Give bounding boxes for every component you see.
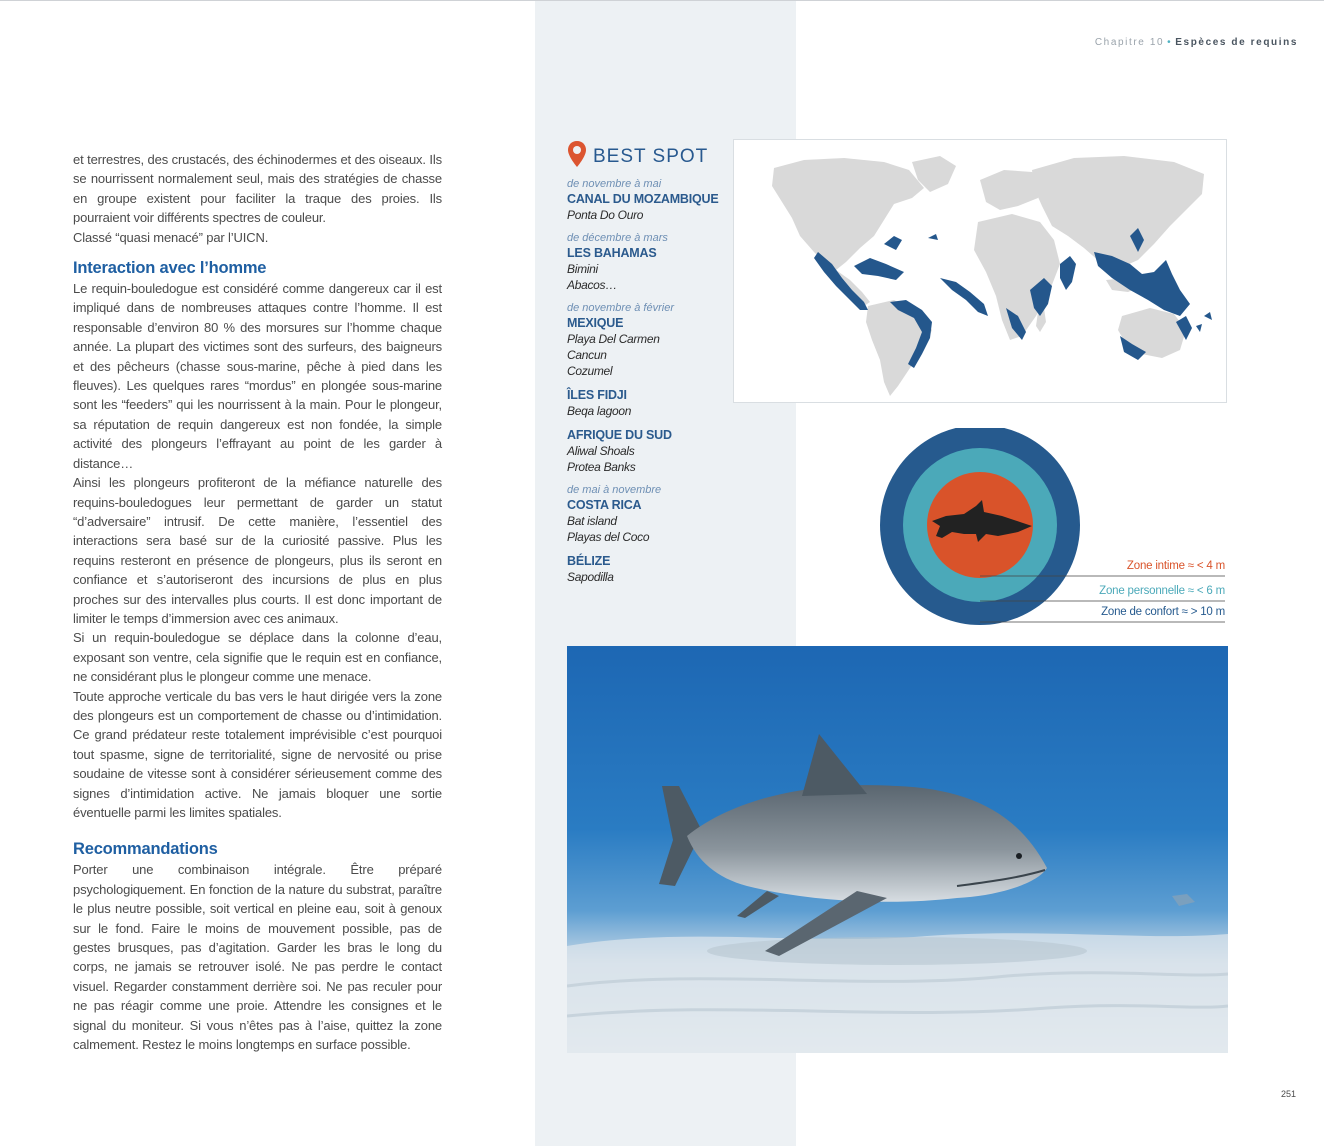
spot-place: Aliwal Shoals	[567, 444, 635, 458]
underwater-scene	[567, 646, 1228, 1053]
spot-country: ÎLES FIDJI	[567, 388, 627, 402]
spot-place: Sapodilla	[567, 570, 614, 584]
interaction-heading: Interaction avec l’homme	[73, 259, 267, 278]
main-text-column	[73, 150, 442, 1054]
spot-country: LES BAHAMAS	[567, 246, 657, 260]
spot-place: Bimini	[567, 262, 598, 276]
interaction-paragraph: Ainsi les plongeurs profiteront de la méfiance naturelle des requins-bouledogues leur permettant de garder un statut “d’adversaire” intrusif. De cette manière, l’essentiel des interactions sera basé sur de la curiosité passive. Plus les requins resteront en présence de plongeurs, plus ils seront en confiance et s’autoriseront des incursions de plus en plus proches sur des intervalles plus courts. Il est donc important de limiter le temps d’immersion avec ces animaux.	[73, 475, 442, 626]
spot-country: COSTA RICA	[567, 498, 642, 512]
zone-label-intimate: Zone intime ≈ < 4 m	[1126, 560, 1225, 572]
best-spot-title: BEST SPOT	[593, 146, 709, 167]
bull-shark-photo	[567, 646, 1228, 1053]
comfort-zones-diagram	[880, 428, 1225, 628]
spot-item	[567, 427, 777, 475]
intro-paragraph: et terrestres, des crustacés, des échinodermes et des oiseaux. Ils se nourrissent normalement seul, mais des stratégies de chasse en groupe existent pour faciliter la traque des proies. Ils pourraient voir différents spectres de couleur.	[73, 152, 442, 226]
spot-country: AFRIQUE DU SUD	[567, 428, 672, 442]
bullet-separator: •	[1167, 37, 1173, 48]
spot-country: BÉLIZE	[567, 554, 611, 568]
spot-season: de mai à novembre	[567, 484, 662, 496]
spot-place: Abacos…	[567, 278, 617, 292]
spot-place: Ponta Do Ouro	[567, 208, 644, 222]
spot-place: Playa Del Carmen	[567, 332, 660, 346]
spot-place: Beqa lagoon	[567, 404, 632, 418]
zones-graphic	[880, 428, 1225, 628]
spot-season: de novembre à février	[567, 302, 674, 314]
spot-country: MEXIQUE	[567, 316, 624, 330]
zone-label-personal: Zone personnelle ≈ < 6 m	[1099, 585, 1225, 597]
recommendations-paragraph: Porter une combinaison intégrale. Être préparé psychologiquement. En fonction de la nature du substrat, paraître le plus neutre possible, soit vertical en pleine eau, soit à genoux sur le fond. Faire le moins de mouvement possible, pas de gestes brusques, pas d’agitation. Garder les bras le long du corps, ne jamais se retrouver isolé. Ne pas perdre le contact visuel. Regarder constamment derrière soi. Ne pas reculer pour ne pas réagir comme une proie. Attendre les consignes et le signal du moniteur. Si vous n’êtes pas à l’aise, quittez la zone calmement. Restez le moins longtemps en surface possible.	[73, 862, 442, 1053]
chapter-title: Espèces de requins	[1175, 37, 1298, 48]
chapter-label: Chapitre 10	[1094, 37, 1165, 48]
page-number: 251	[1281, 1089, 1297, 1099]
spot-season: de novembre à mai	[567, 178, 662, 190]
spot-place: Cancun	[567, 348, 607, 362]
distribution-map	[733, 139, 1227, 403]
interaction-paragraph: Si un requin-bouledogue se déplace dans la colonne d’eau, exposant son ventre, cela signifie que le requin est en confiance, ne considérant plus le plongeur comme une menace.	[73, 630, 442, 685]
spot-season: de décembre à mars	[567, 232, 668, 244]
location-pin-icon	[567, 140, 587, 168]
interaction-paragraph: Toute approche verticale du bas vers le haut dirigée vers la zone des plongeurs est un comportement de chasse ou d’intimidation. Ce grand prédateur reste totalement imprévisible c’est pourquoi tout spasme, signe de territorialité, signe de nervosité ou prise soudaine de vitesse sont à considérer sérieusement comme des signes d’intimidation active. Ne jamais bloquer une sortie éventuelle parmi les limites spatiales.	[73, 688, 442, 820]
spot-place: Protea Banks	[567, 460, 636, 474]
spot-place: Bat island	[567, 514, 617, 528]
spot-country: CANAL DU MOZAMBIQUE	[567, 192, 719, 206]
recommendations-heading: Recommandations	[73, 840, 218, 859]
world-map-graphic	[734, 140, 1228, 404]
interaction-paragraph: Le requin-bouledogue est considéré comme dangereux car il est impliqué dans de nombreuses attaques contre l’homme. Il est responsable d’environ 80 % des morsures sur l’homme chaque année. La plupart des victimes sont des surfeurs, des baigneurs et des pêcheurs (chasse sous-marine, pêche à pied dans les fleuves). Les quelques rares “mordus” en plongée sous-marine sont les “feeders” qui les nourrissent à la main. Pour le plongeur, sa réputation de requin dangereux est non fondée, la simple activité des plongeurs l’effrayant au point de les garder à distance…	[73, 281, 442, 471]
spot-item	[567, 483, 777, 545]
spot-item	[567, 553, 777, 585]
spot-place: Playas del Coco	[567, 530, 650, 544]
zone-label-comfort: Zone de confort ≈ > 10 m	[1101, 606, 1225, 618]
running-header	[1095, 37, 1298, 48]
spot-place: Cozumel	[567, 364, 613, 378]
intro-status: Classé “quasi menacé” par l’UICN.	[73, 229, 269, 245]
